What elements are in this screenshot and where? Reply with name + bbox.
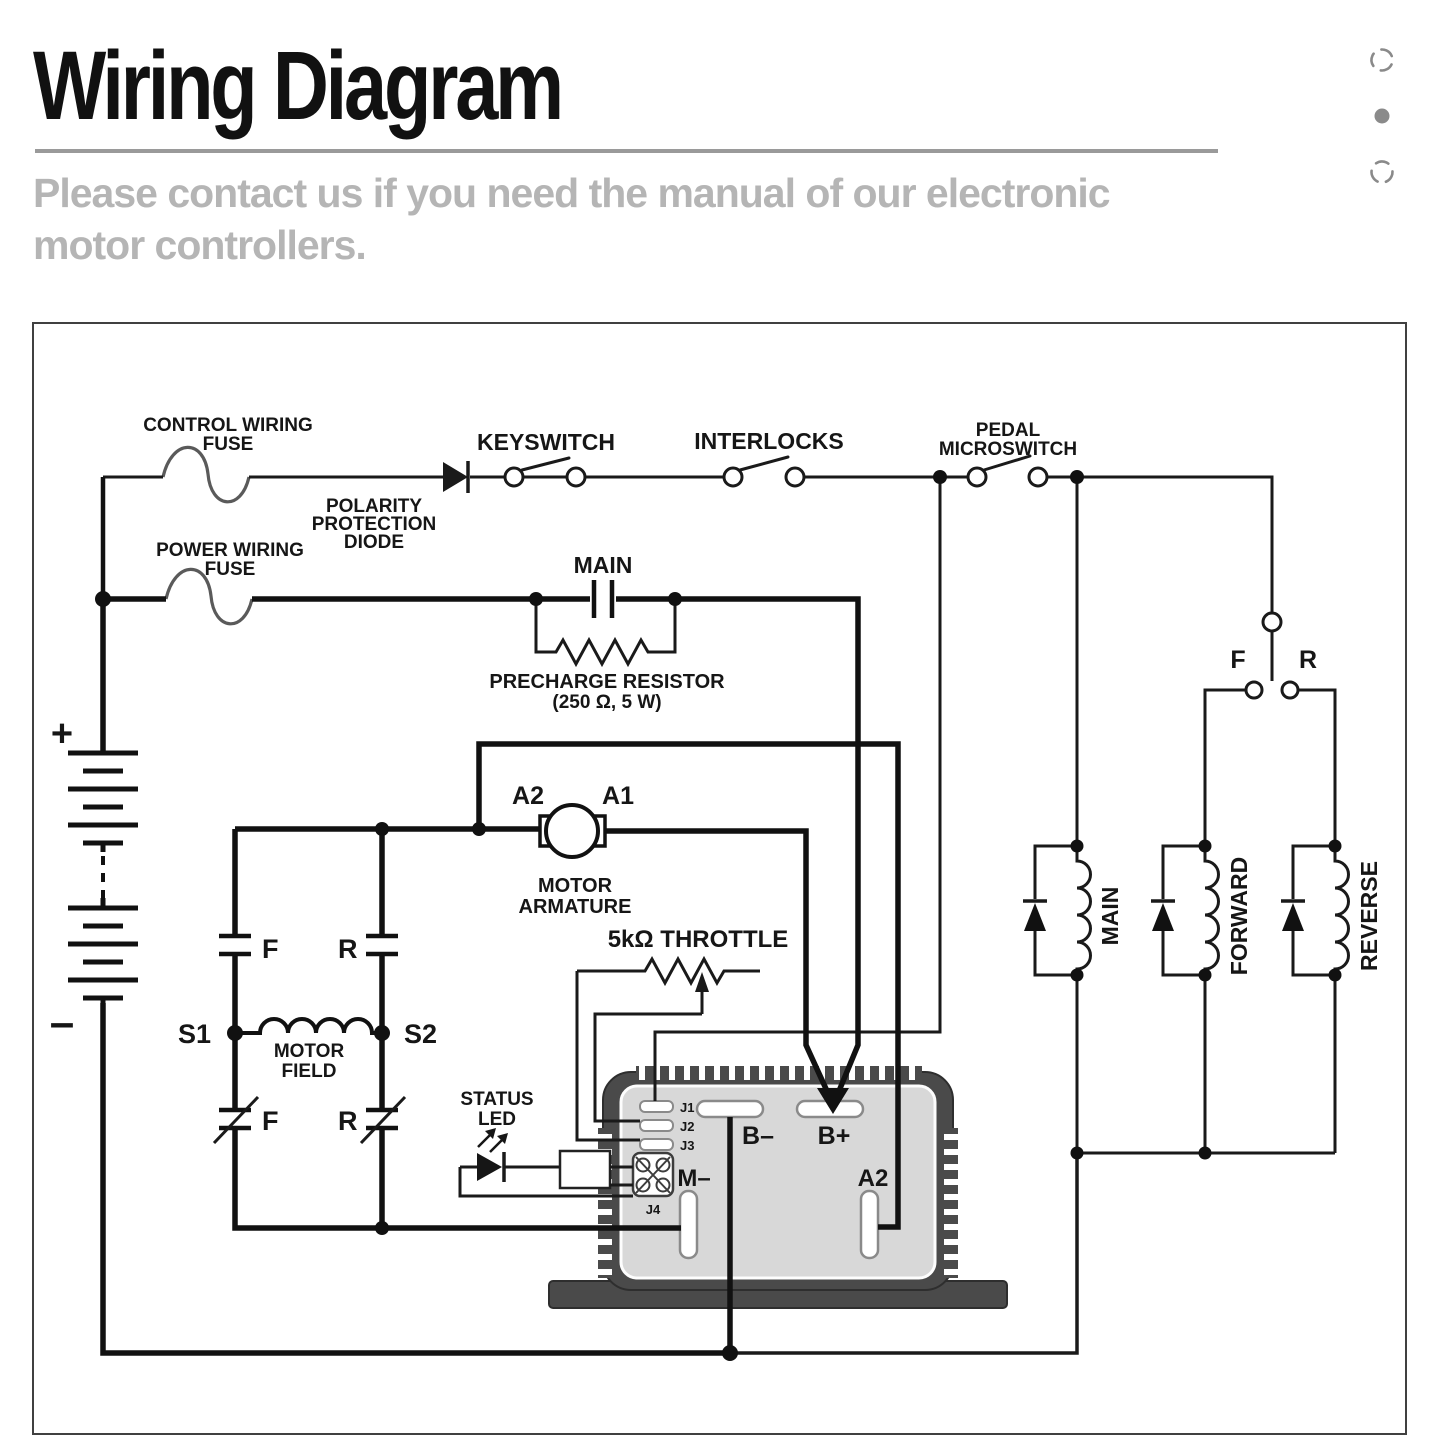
- label-f-contact: F: [262, 934, 279, 964]
- pedal-microswitch-contact: [1029, 468, 1047, 486]
- label-j3: J3: [680, 1138, 695, 1153]
- led-plug-housing: [560, 1151, 610, 1188]
- label-a2: A2: [512, 782, 544, 810]
- terminal-j1: [640, 1101, 673, 1112]
- fr-selector-pole: [1263, 613, 1281, 631]
- label-coil-forward: FORWARD: [1226, 856, 1252, 976]
- label-m-minus: M–: [677, 1165, 711, 1192]
- heatsink-fins-top: [636, 1066, 922, 1080]
- label-s2: S2: [404, 1019, 438, 1049]
- label-r-nc-contact: R: [338, 1106, 358, 1136]
- fr-selector-forward-contact: [1246, 682, 1262, 698]
- terminal-j2: [640, 1120, 673, 1131]
- keyswitch-contact: [505, 468, 523, 486]
- label-terminal-a2: A2: [857, 1165, 889, 1192]
- label-fr-reverse: R: [1298, 646, 1318, 674]
- fr-selector-reverse-contact: [1282, 682, 1298, 698]
- label-fr-forward: F: [1230, 646, 1246, 674]
- label-power-fuse: POWER WIRING: [156, 540, 304, 561]
- svg-text:LED: LED: [478, 1109, 516, 1130]
- label-interlocks: INTERLOCKS: [694, 428, 844, 454]
- svg-text:MICROSWITCH: MICROSWITCH: [938, 439, 1078, 460]
- label-s1: S1: [178, 1019, 212, 1049]
- label-main-contactor: MAIN: [573, 552, 633, 578]
- svg-text:FIELD: FIELD: [281, 1061, 337, 1082]
- label-f-nc-contact: F: [262, 1106, 279, 1136]
- svg-text:DIODE: DIODE: [343, 532, 405, 553]
- label-motor-field: MOTOR: [273, 1041, 345, 1062]
- terminal-b-minus: [697, 1101, 763, 1117]
- page-title: Wiring Diagram: [33, 31, 561, 140]
- pedal-microswitch-contact: [968, 468, 986, 486]
- keyswitch-contact: [567, 468, 585, 486]
- label-battery-plus: +: [50, 713, 74, 755]
- label-coil-main: MAIN: [1097, 886, 1123, 946]
- label-control-fuse: CONTROL WIRING: [143, 415, 313, 436]
- terminal-m-minus: [680, 1191, 697, 1258]
- page-subtitle: Please contact us if you need the manual of our electronic motor controllers.: [33, 170, 1110, 269]
- heatsink-fins-right: [944, 1128, 958, 1278]
- label-j2: J2: [680, 1119, 695, 1134]
- interlocks-contact: [786, 468, 804, 486]
- label-r-contact: R: [338, 934, 358, 964]
- label-b-minus: B–: [742, 1122, 774, 1150]
- label-j1: J1: [680, 1100, 695, 1115]
- svg-text:FUSE: FUSE: [204, 559, 256, 580]
- svg-text:ARMATURE: ARMATURE: [518, 896, 632, 918]
- svg-text:(250 Ω, 5 W): (250 Ω, 5 W): [552, 692, 662, 713]
- label-battery-minus: –: [49, 998, 75, 1047]
- label-b-plus: B+: [817, 1122, 851, 1150]
- label-status-led: STATUS: [460, 1089, 534, 1110]
- terminal-j3: [640, 1139, 673, 1150]
- motor-controller-box: [549, 1066, 1007, 1308]
- svg-text:PROTECTION: PROTECTION: [311, 514, 437, 535]
- terminal-a2: [861, 1191, 878, 1258]
- label-a1: A1: [602, 782, 634, 810]
- label-keyswitch: KEYSWITCH: [477, 429, 615, 455]
- label-polarity-diode: POLARITY: [325, 496, 423, 517]
- interlocks-contact: [724, 468, 742, 486]
- label-precharge: PRECHARGE RESISTOR: [489, 671, 725, 693]
- label-j4: J4: [645, 1202, 661, 1217]
- svg-text:FUSE: FUSE: [202, 434, 254, 455]
- label-motor-armature: MOTOR: [537, 875, 613, 897]
- label-pedal-microswitch: PEDAL: [975, 420, 1041, 441]
- label-coil-reverse: REVERSE: [1356, 861, 1382, 971]
- label-throttle: 5kΩ THROTTLE: [607, 926, 789, 953]
